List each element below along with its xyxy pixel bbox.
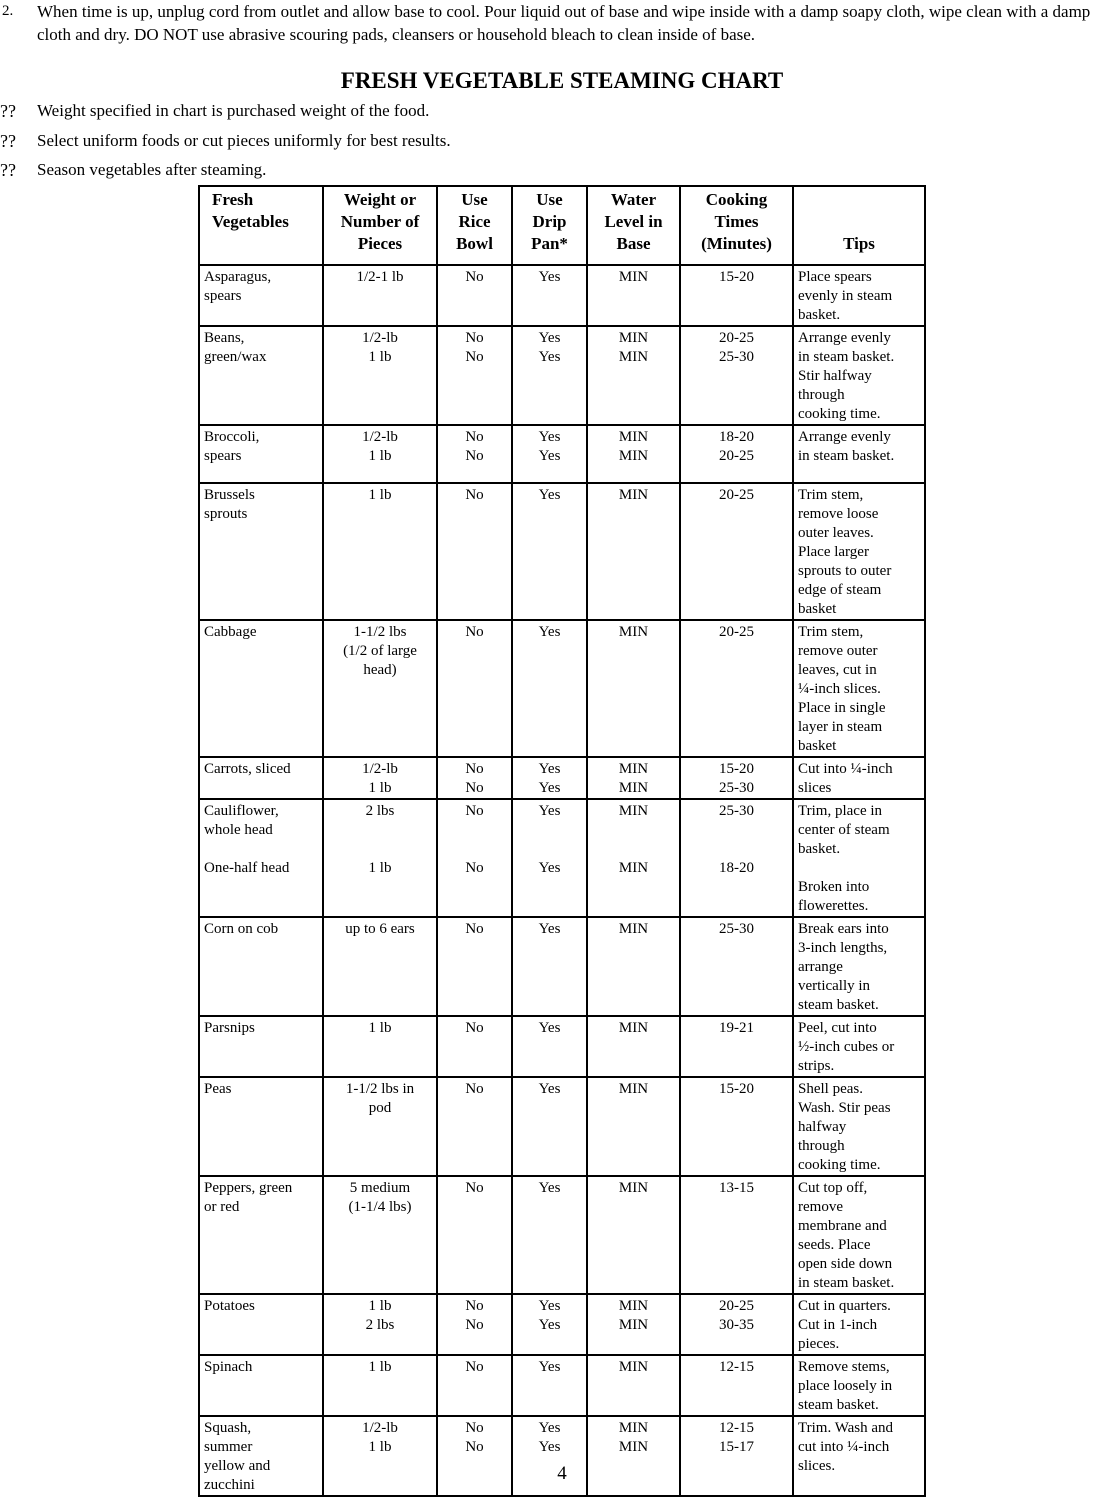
- veg-cell: Carrots, sliced: [199, 757, 323, 799]
- rice-bowl-cell: No No: [437, 799, 512, 917]
- veg-cell: Spinach: [199, 1355, 323, 1416]
- veg-cell: Beans, green/wax: [199, 326, 323, 425]
- drip-pan-cell: Yes: [512, 1355, 587, 1416]
- weight-cell: 1/2-lb 1 lb: [323, 1416, 437, 1496]
- page-number: 4: [557, 1463, 567, 1484]
- drip-pan-cell: Yes Yes: [512, 799, 587, 917]
- cooking-time-cell: 15-20 25-30: [680, 757, 793, 799]
- table-row: [199, 757, 925, 799]
- drip-pan-cell: Yes: [512, 265, 587, 326]
- veg-cell: Cabbage: [199, 620, 323, 757]
- header-rice-bowl: Use Rice Bowl: [437, 186, 512, 265]
- tips-cell: Trim. Wash and cut into ¼-inch slices.: [793, 1416, 925, 1496]
- water-level-cell: MIN MIN: [587, 1416, 680, 1496]
- tips-cell: Trim stem, remove loose outer leaves. Place larger sprouts to outer edge of steam basket: [793, 483, 925, 620]
- weight-cell: 1/2-lb 1 lb: [323, 326, 437, 425]
- drip-pan-cell: Yes: [512, 483, 587, 620]
- tips-cell: Place spears evenly in steam basket.: [793, 265, 925, 326]
- header-drip-pan: Use Drip Pan*: [512, 186, 587, 265]
- rice-bowl-cell: No No: [437, 425, 512, 483]
- cooking-time-cell: 15-20: [680, 1077, 793, 1176]
- rice-bowl-cell: No: [437, 917, 512, 1016]
- veg-cell: Brussels sprouts: [199, 483, 323, 620]
- header-water-level: Water Level in Base: [587, 186, 680, 265]
- chart-title: FRESH VEGETABLE STEAMING CHART: [340, 68, 784, 93]
- weight-cell: 1/2-lb 1 lb: [323, 757, 437, 799]
- table-row: [199, 620, 925, 757]
- water-level-cell: MIN: [587, 1176, 680, 1294]
- rice-bowl-cell: No No: [437, 326, 512, 425]
- weight-cell: 2 lbs 1 lb: [323, 799, 437, 917]
- rice-bowl-cell: No: [437, 1176, 512, 1294]
- water-level-cell: MIN: [587, 917, 680, 1016]
- cooking-time-cell: 25-30 18-20: [680, 799, 793, 917]
- weight-cell: 1 lb: [323, 1355, 437, 1416]
- table-row: [199, 1077, 925, 1176]
- veg-cell: Asparagus, spears: [199, 265, 323, 326]
- water-level-cell: MIN: [587, 1077, 680, 1176]
- tips-cell: Remove stems, place loosely in steam basket.: [793, 1355, 925, 1416]
- tips-cell: Break ears into 3-inch lengths, arrange vertically in steam basket.: [793, 917, 925, 1016]
- weight-cell: 5 medium (1-1/4 lbs): [323, 1176, 437, 1294]
- tips-cell: Cut in quarters. Cut in 1-inch pieces.: [793, 1294, 925, 1355]
- rice-bowl-cell: No: [437, 1355, 512, 1416]
- drip-pan-cell: Yes Yes: [512, 425, 587, 483]
- tips-cell: Shell peas. Wash. Stir peas halfway through cooking time.: [793, 1077, 925, 1176]
- water-level-cell: MIN: [587, 1355, 680, 1416]
- bullet-mark: ??: [0, 131, 16, 151]
- table-row: [199, 1176, 925, 1294]
- drip-pan-cell: Yes Yes: [512, 326, 587, 425]
- water-level-cell: MIN: [587, 620, 680, 757]
- header-tips: Tips: [793, 186, 925, 265]
- bullet-text: Season vegetables after steaming.: [37, 160, 267, 179]
- cooking-time-cell: 18-20 20-25: [680, 425, 793, 483]
- tips-cell: Cut into ¼-inch slices: [793, 757, 925, 799]
- veg-cell: Corn on cob: [199, 917, 323, 1016]
- table-row: [199, 425, 925, 483]
- table-row: [199, 799, 925, 917]
- drip-pan-cell: Yes: [512, 917, 587, 1016]
- step-text: When time is up, unplug cord from outlet and allow base to cool. Pour liquid out of base and wipe inside with a damp soapy cloth, wipe clean with a damp cloth and dry. DO NOT use abrasive scouring pads, cleansers or household bleach to clean inside of base.: [37, 2, 1091, 44]
- table-row: [199, 1294, 925, 1355]
- table-row: [199, 1355, 925, 1416]
- veg-cell: Cauliflower, whole head One-half head: [199, 799, 323, 917]
- tips-cell: Peel, cut into ½-inch cubes or strips.: [793, 1016, 925, 1077]
- drip-pan-cell: Yes Yes: [512, 757, 587, 799]
- weight-cell: up to 6 ears: [323, 917, 437, 1016]
- weight-cell: 1/2-1 lb: [323, 265, 437, 326]
- rice-bowl-cell: No: [437, 265, 512, 326]
- water-level-cell: MIN MIN: [587, 425, 680, 483]
- veg-cell: Broccoli, spears: [199, 425, 323, 483]
- weight-cell: 1-1/2 lbs in pod: [323, 1077, 437, 1176]
- tips-cell: Cut top off, remove membrane and seeds. Place open side down in steam basket.: [793, 1176, 925, 1294]
- cooking-time-cell: 12-15: [680, 1355, 793, 1416]
- tips-cell: Trim stem, remove outer leaves, cut in ¼-inch slices. Place in single layer in steam basket: [793, 620, 925, 757]
- veg-cell: Potatoes: [199, 1294, 323, 1355]
- cooking-time-cell: 20-25 25-30: [680, 326, 793, 425]
- water-level-cell: MIN MIN: [587, 326, 680, 425]
- table-row: [199, 1016, 925, 1077]
- weight-cell: 1 lb: [323, 483, 437, 620]
- rice-bowl-cell: No No: [437, 1416, 512, 1496]
- water-level-cell: MIN MIN: [587, 757, 680, 799]
- bullet-text: Weight specified in chart is purchased weight of the food.: [37, 101, 430, 120]
- weight-cell: 1 lb: [323, 1016, 437, 1077]
- water-level-cell: MIN: [587, 483, 680, 620]
- veg-cell: Peas: [199, 1077, 323, 1176]
- rice-bowl-cell: No: [437, 620, 512, 757]
- table-row: [199, 326, 925, 425]
- cooking-time-cell: 25-30: [680, 917, 793, 1016]
- cooking-time-cell: 20-25: [680, 620, 793, 757]
- table-header-row: [199, 186, 925, 265]
- drip-pan-cell: Yes Yes: [512, 1416, 587, 1496]
- drip-pan-cell: Yes: [512, 1016, 587, 1077]
- drip-pan-cell: Yes: [512, 1176, 587, 1294]
- drip-pan-cell: Yes: [512, 1077, 587, 1176]
- bullet-mark: ??: [0, 101, 16, 121]
- weight-cell: 1-1/2 lbs (1/2 of large head): [323, 620, 437, 757]
- drip-pan-cell: Yes Yes: [512, 1294, 587, 1355]
- table-row: [199, 917, 925, 1016]
- cooking-time-cell: 12-15 15-17: [680, 1416, 793, 1496]
- bullet-text: Select uniform foods or cut pieces uniformly for best results.: [37, 131, 451, 150]
- veg-cell: Squash, summer yellow and zucchini: [199, 1416, 323, 1496]
- veg-cell: Peppers, green or red: [199, 1176, 323, 1294]
- cooking-time-cell: 20-25: [680, 483, 793, 620]
- steaming-chart-table: [198, 185, 926, 1497]
- water-level-cell: MIN: [587, 1016, 680, 1077]
- water-level-cell: MIN MIN: [587, 1294, 680, 1355]
- bullet-mark: ??: [0, 160, 16, 180]
- cooking-time-cell: 20-25 30-35: [680, 1294, 793, 1355]
- rice-bowl-cell: No: [437, 483, 512, 620]
- rice-bowl-cell: No: [437, 1016, 512, 1077]
- table-row: [199, 483, 925, 620]
- rice-bowl-cell: No No: [437, 757, 512, 799]
- veg-cell: Parsnips: [199, 1016, 323, 1077]
- cooking-time-cell: 19-21: [680, 1016, 793, 1077]
- weight-cell: 1/2-lb 1 lb: [323, 425, 437, 483]
- water-level-cell: MIN: [587, 265, 680, 326]
- weight-cell: 1 lb 2 lbs: [323, 1294, 437, 1355]
- rice-bowl-cell: No No: [437, 1294, 512, 1355]
- rice-bowl-cell: No: [437, 1077, 512, 1176]
- drip-pan-cell: Yes: [512, 620, 587, 757]
- header-fresh-vegetables: Fresh Vegetables: [199, 186, 323, 265]
- cleaning-step: [0, 0, 1100, 46]
- header-weight: Weight or Number of Pieces: [323, 186, 437, 265]
- water-level-cell: MIN MIN: [587, 799, 680, 917]
- cooking-time-cell: 15-20: [680, 265, 793, 326]
- header-cooking-times: Cooking Times (Minutes): [680, 186, 793, 265]
- cooking-time-cell: 13-15: [680, 1176, 793, 1294]
- tips-cell: Arrange evenly in steam basket. Stir halfway through cooking time.: [793, 326, 925, 425]
- table-row: [199, 265, 925, 326]
- tips-cell: Trim, place in center of steam basket. Broken into flowerettes.: [793, 799, 925, 917]
- tips-cell: Arrange evenly in steam basket.: [793, 425, 925, 483]
- step-number: 2.: [2, 3, 14, 19]
